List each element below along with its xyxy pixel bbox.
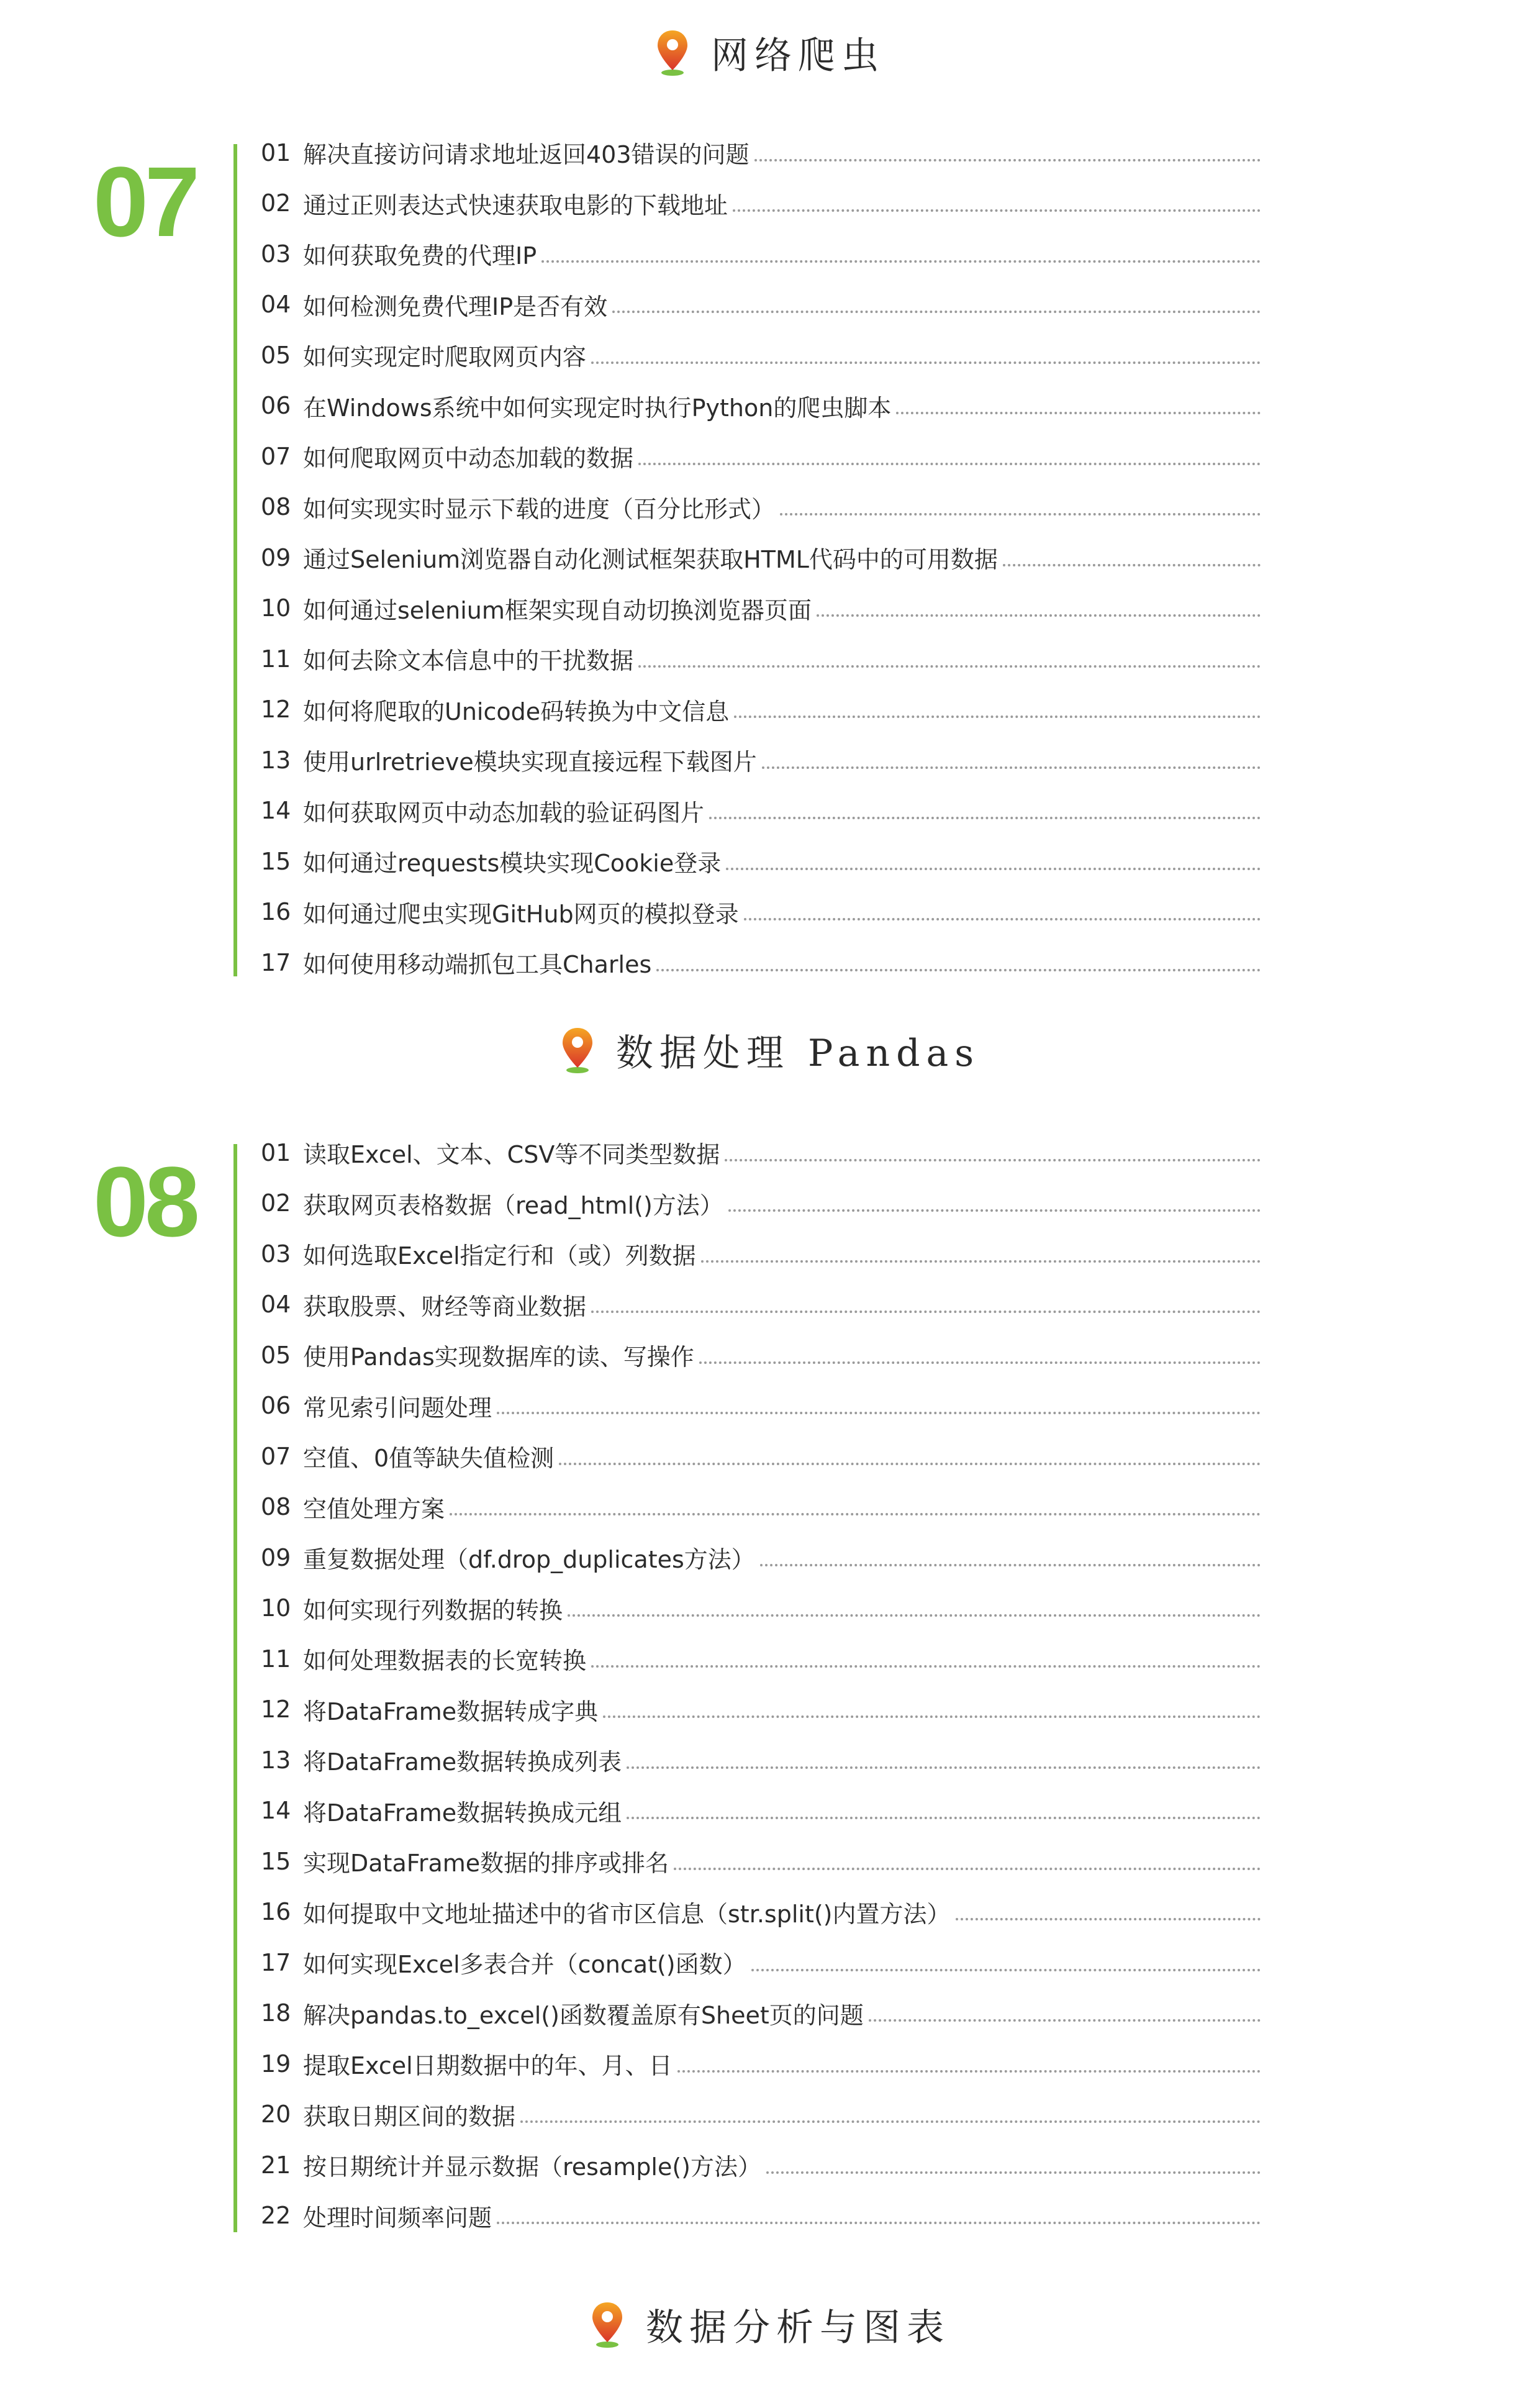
section-title-text: 数据分析与图表 (646, 2306, 950, 2350)
chapter-divider-line (233, 1144, 237, 2232)
toc-entry-number: 22 (261, 2202, 291, 2230)
toc-entry-number: 11 (261, 645, 291, 673)
toc-entry-number: 19 (261, 2050, 291, 2078)
toc-entry (261, 279, 1261, 330)
toc-entry (261, 1178, 1261, 1229)
dot-leader (591, 1311, 1261, 1313)
toc-entry-number: 13 (261, 1746, 291, 1774)
toc-entry-number: 06 (261, 1392, 291, 1420)
toc-entry-title: 如何实现实时显示下载的进度（百分比形式） (303, 495, 776, 523)
toc-entry-title: 通过正则表达式快速获取电影的下载地址 (303, 191, 728, 219)
dot-leader (780, 513, 1261, 516)
dot-leader (674, 1868, 1261, 1870)
toc-entry-title: 如何爬取网页中动态加载的数据 (303, 445, 634, 473)
toc-entry (261, 1786, 1261, 1837)
section-title-data-analysis (0, 2298, 1540, 2351)
toc-entry-number: 12 (261, 1696, 291, 1724)
toc-entry-title: 将DataFrame数据转换成元组 (303, 1799, 622, 1827)
toc-entry (261, 583, 1261, 634)
dot-leader (725, 1159, 1261, 1161)
toc-list-chapter-08 (261, 1127, 1261, 2241)
toc-entry-title: 如何通过requests模块实现Cookie登录 (303, 850, 722, 878)
dot-leader (896, 412, 1261, 414)
toc-entry (261, 684, 1261, 735)
dot-leader (701, 1260, 1261, 1263)
toc-entry (261, 178, 1261, 229)
dot-leader (591, 1665, 1261, 1668)
dot-leader (591, 361, 1261, 364)
toc-entry-title: 如何提取中文地址描述中的省市区信息（str.split()内置方法） (303, 1900, 951, 1928)
toc-entry-title: 使用urlretrieve模块实现直接远程下载图片 (303, 748, 757, 776)
toc-entry-number: 09 (261, 1543, 291, 1571)
toc-entry (261, 532, 1261, 583)
toc-entry-number: 02 (261, 1189, 291, 1217)
toc-entry (261, 1127, 1261, 1178)
dot-leader (627, 1817, 1261, 1819)
toc-entry-number: 08 (261, 493, 291, 521)
toc-entry (261, 1836, 1261, 1887)
toc-entry (261, 887, 1261, 938)
toc-entry (261, 937, 1261, 988)
toc-entry-title: 解决直接访问请求地址返回403错误的问题 (303, 141, 750, 169)
toc-entry-number: 20 (261, 2101, 291, 2128)
dot-leader (603, 1715, 1261, 1718)
toc-entry-title: 如何使用移动端抓包工具Charles (303, 951, 652, 979)
toc-entry-title: 获取日期区间的数据 (303, 2102, 516, 2130)
dot-leader (766, 2171, 1261, 2174)
toc-entry-title: 使用Pandas实现数据库的读、写操作 (303, 1343, 694, 1371)
toc-entry-number: 13 (261, 746, 291, 774)
dot-leader (656, 969, 1261, 971)
toc-entry (261, 1937, 1261, 1988)
toc-entry-number: 17 (261, 1948, 291, 1976)
toc-entry-number: 16 (261, 1898, 291, 1926)
dot-leader (520, 2120, 1261, 2123)
toc-entry-number: 05 (261, 1341, 291, 1369)
chapter-divider-line (233, 144, 237, 976)
toc-entry-title: 如何通过selenium框架实现自动切换浏览器页面 (303, 596, 812, 624)
section-title-text: 数据处理 Pandas (615, 1032, 981, 1075)
toc-entry (261, 2140, 1261, 2191)
toc-entry-title: 如何实现行列数据的转换 (303, 1596, 563, 1624)
toc-entry-title: 读取Excel、文本、CSV等不同类型数据 (303, 1141, 720, 1169)
dot-leader (733, 209, 1261, 212)
toc-entry (261, 1887, 1261, 1938)
toc-entry (261, 786, 1261, 837)
toc-entry-number: 01 (261, 1138, 291, 1166)
toc-entry (261, 1229, 1261, 1279)
dot-leader (627, 1766, 1261, 1769)
toc-entry-number: 08 (261, 1493, 291, 1521)
section-title-text: 网络爬虫 (711, 34, 885, 78)
toc-entry-title: 如何获取免费的代理IP (303, 242, 537, 270)
location-pin-icon (590, 2301, 625, 2348)
toc-entry-number: 12 (261, 696, 291, 724)
toc-entry-title: 将DataFrame数据转成字典 (303, 1697, 599, 1725)
toc-entry-number: 15 (261, 1847, 291, 1875)
toc-entry-number: 04 (261, 1291, 291, 1319)
toc-entry (261, 634, 1261, 684)
dot-leader (709, 817, 1261, 819)
dot-leader (734, 716, 1261, 718)
dot-leader (497, 1412, 1261, 1414)
toc-entry-title: 按日期统计并显示数据（resample()方法） (303, 2153, 761, 2181)
toc-entry-number: 03 (261, 1240, 291, 1268)
toc-entry-number: 14 (261, 1797, 291, 1825)
toc-entry-number: 16 (261, 898, 291, 926)
toc-entry (261, 2038, 1261, 2089)
toc-entry-number: 21 (261, 2151, 291, 2179)
toc-entry (261, 836, 1261, 887)
toc-entry-number: 15 (261, 847, 291, 875)
toc-entry (261, 1583, 1261, 1634)
dot-leader (450, 1513, 1261, 1515)
dot-leader (760, 1564, 1261, 1566)
toc-entry-title: 解决pandas.to_excel()函数覆盖原有Sheet页的问题 (303, 2001, 864, 2029)
toc-list-chapter-07 (261, 127, 1261, 988)
location-pin-icon (560, 1027, 595, 1074)
dot-leader (728, 1209, 1261, 1212)
toc-entry-number: 17 (261, 948, 291, 976)
toc-entry (261, 1988, 1261, 2039)
toc-entry-title: 获取股票、财经等商业数据 (303, 1292, 587, 1320)
toc-entry-number: 03 (261, 240, 291, 268)
toc-entry (261, 482, 1261, 533)
toc-entry-title: 在Windows系统中如何实现定时执行Python的爬虫脚本 (303, 394, 892, 422)
toc-entry-number: 07 (261, 1442, 291, 1470)
toc-entry (261, 330, 1261, 381)
toc-entry-title: 如何去除文本信息中的干扰数据 (303, 647, 634, 675)
toc-entry-title: 处理时间频率问题 (303, 2204, 492, 2232)
dot-leader (699, 1361, 1261, 1364)
toc-entry-title: 如何检测免费代理IP是否有效 (303, 293, 608, 320)
toc-entry (261, 2089, 1261, 2140)
section-title-pandas (0, 1024, 1540, 1077)
dot-leader (751, 1969, 1261, 1971)
toc-entry-number: 05 (261, 341, 291, 369)
toc-entry (261, 1633, 1261, 1684)
toc-entry (261, 1735, 1261, 1786)
toc-entry-title: 空值处理方案 (303, 1495, 445, 1523)
toc-entry (261, 1482, 1261, 1533)
toc-entry (261, 1532, 1261, 1583)
toc-entry-number: 01 (261, 139, 291, 166)
toc-entry (261, 1381, 1261, 1432)
toc-entry-title: 提取Excel日期数据中的年、月、日 (303, 2052, 673, 2080)
toc-entry (261, 1684, 1261, 1735)
toc-entry (261, 381, 1261, 432)
dot-leader (638, 463, 1261, 465)
toc-entry (261, 1279, 1261, 1330)
toc-entry-number: 10 (261, 1594, 291, 1622)
toc-entry-title: 常见索引问题处理 (303, 1394, 492, 1422)
dot-leader (497, 2222, 1261, 2224)
dot-leader (559, 1463, 1261, 1465)
toc-entry-title: 如何实现Excel多表合并（concat()函数） (303, 1951, 746, 1979)
dot-leader (762, 766, 1261, 769)
dot-leader (568, 1614, 1261, 1617)
dot-leader (744, 918, 1261, 920)
dot-leader (1003, 564, 1261, 566)
chapter-number: 08 (93, 1146, 196, 1257)
toc-entry-number: 02 (261, 189, 291, 217)
toc-entry-title: 如何选取Excel指定行和（或）列数据 (303, 1242, 696, 1270)
toc-entry (261, 1431, 1261, 1482)
dot-leader (726, 868, 1261, 870)
dot-leader (817, 614, 1261, 617)
location-pin-icon (655, 29, 690, 76)
toc-entry (261, 1330, 1261, 1381)
toc-entry (261, 127, 1261, 178)
toc-entry-number: 10 (261, 594, 291, 622)
toc-entry-title: 实现DataFrame数据的排序或排名 (303, 1850, 669, 1878)
toc-entry-number: 09 (261, 543, 291, 571)
dot-leader (754, 159, 1261, 161)
toc-entry-title: 将DataFrame数据转换成列表 (303, 1748, 622, 1776)
chapter-number: 07 (93, 146, 196, 257)
section-title-web-crawler (0, 26, 1540, 80)
toc-entry-number: 07 (261, 442, 291, 470)
toc-entry-title: 空值、0值等缺失值检测 (303, 1445, 555, 1473)
toc-entry (261, 229, 1261, 279)
toc-entry-number: 18 (261, 1999, 291, 2027)
toc-entry-number: 04 (261, 291, 291, 319)
toc-entry-title: 获取网页表格数据（read_html()方法） (303, 1191, 723, 1219)
toc-entry-number: 06 (261, 392, 291, 420)
toc-entry (261, 2191, 1261, 2242)
dot-leader (677, 2070, 1261, 2073)
toc-entry (261, 431, 1261, 482)
toc-entry-title: 如何通过爬虫实现GitHub网页的模拟登录 (303, 900, 739, 928)
dot-leader (869, 2019, 1261, 2022)
toc-entry-title: 如何获取网页中动态加载的验证码图片 (303, 799, 705, 827)
dot-leader (956, 1918, 1261, 1920)
toc-entry-number: 14 (261, 797, 291, 825)
dot-leader (638, 665, 1261, 668)
toc-entry (261, 735, 1261, 786)
toc-entry-title: 重复数据处理（df.drop_duplicates方法） (303, 1546, 755, 1574)
toc-entry-title: 如何实现定时爬取网页内容 (303, 343, 587, 371)
toc-entry-number: 11 (261, 1645, 291, 1673)
toc-entry-title: 如何将爬取的Unicode码转换为中文信息 (303, 697, 730, 725)
dot-leader (612, 311, 1261, 313)
toc-entry-title: 如何处理数据表的长宽转换 (303, 1647, 587, 1675)
toc-entry-title: 通过Selenium浏览器自动化测试框架获取HTML代码中的可用数据 (303, 546, 998, 574)
dot-leader (541, 260, 1261, 263)
